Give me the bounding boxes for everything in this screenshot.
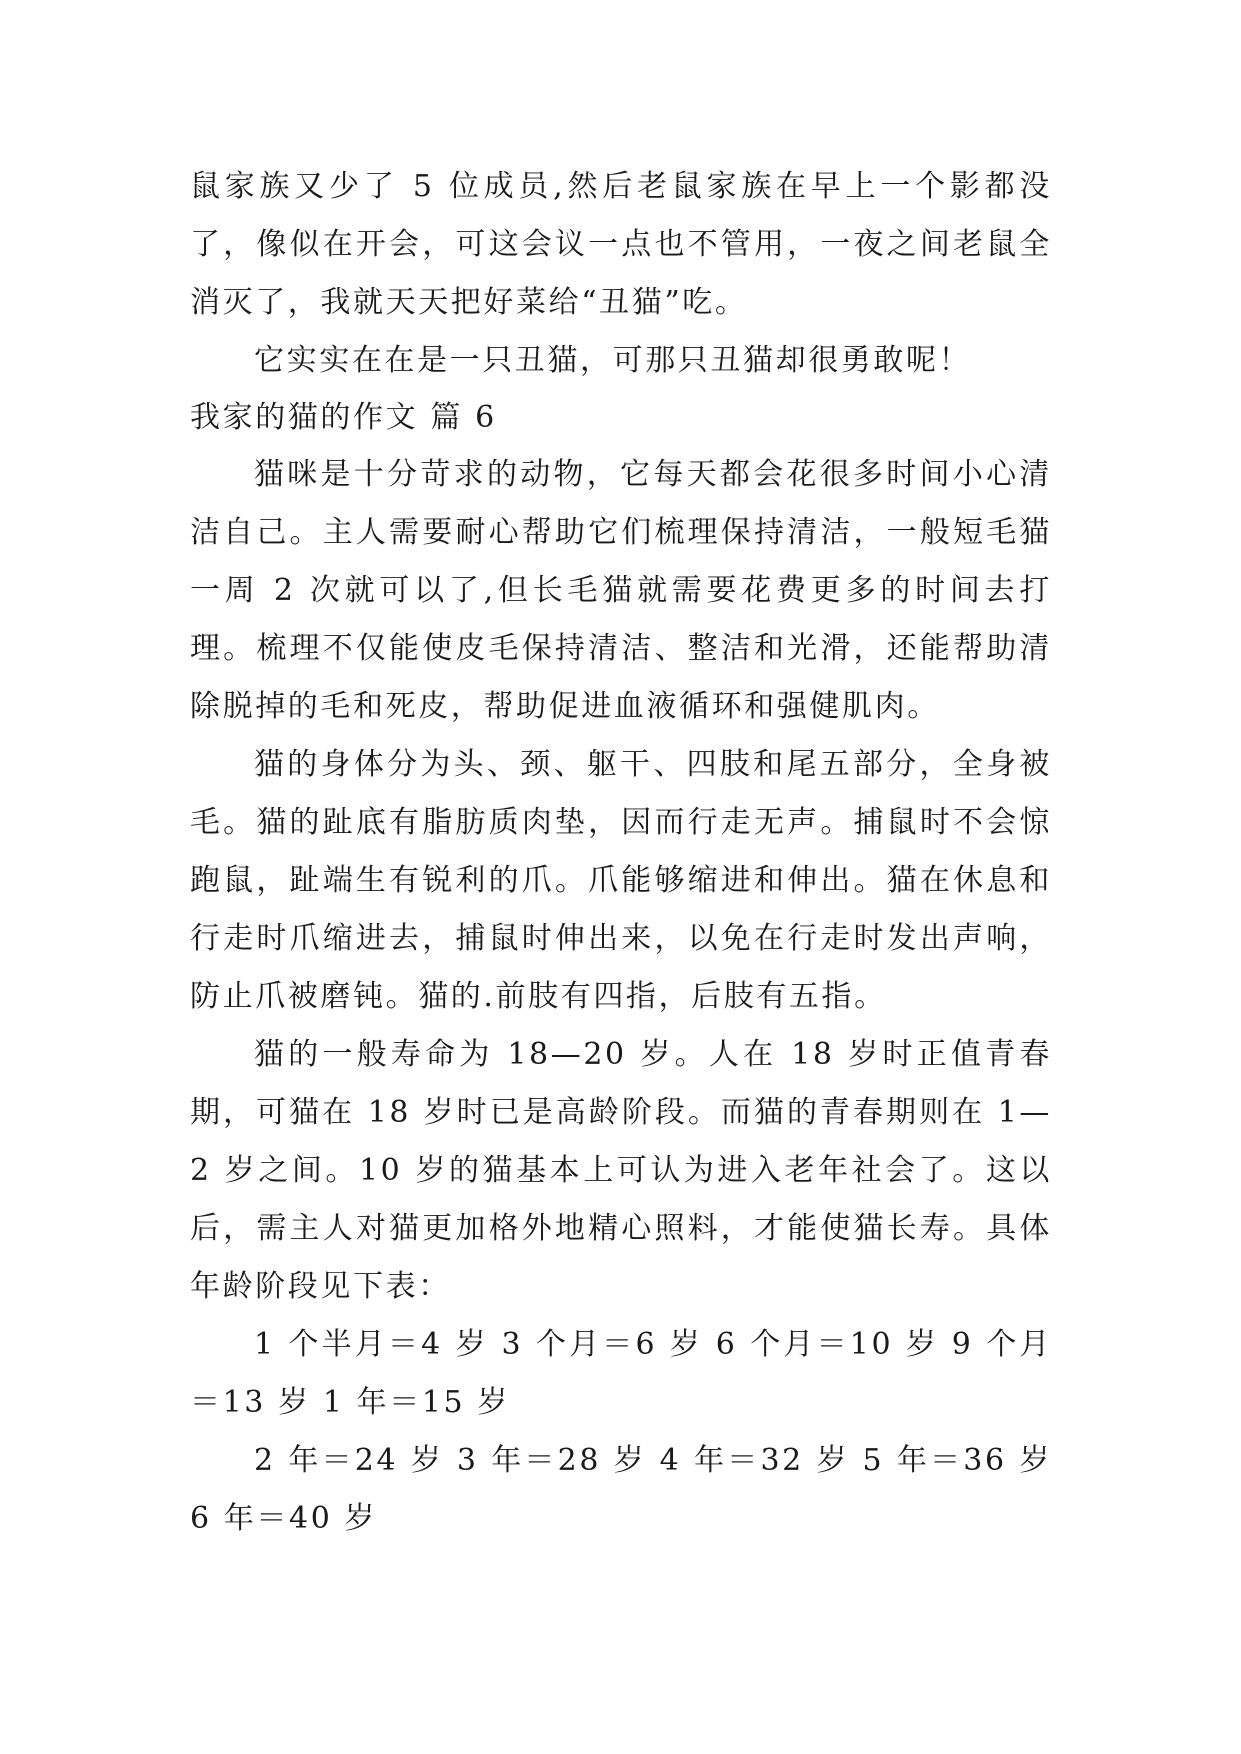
section-heading: 我家的猫的作文 篇 6 [190, 400, 497, 435]
paragraph-ugly-cat-brave: 它实实在在是一只丑猫，可那只丑猫却很勇敢呢！ [254, 343, 972, 378]
paragraph-continuation: 鼠家族又少了 5 位成员,然后老鼠家族在早上一个影都没了，像似在开会，可这会议一点也不管用，一夜之间老鼠全消灭了，我就天天把好菜给“丑猫”吃。 [190, 169, 1052, 320]
paragraph-age-table-1: 1 个半月＝4 岁 3 个月＝6 岁 6 个月＝10 岁 9 个月＝13 岁 1 年＝15 岁 [190, 1327, 1052, 1420]
paragraph-lifespan: 猫的一般寿命为 18—20 岁。人在 18 岁时正值青春期，可猫在 18 岁时已是高龄阶段。而猫的青春期则在 1—2 岁之间。10 岁的猫基本上可认为进入老年社会了。这以后，需主人对猫更加格外地精心照料，才能使猫长寿。具体年龄阶段见下表： [190, 1037, 1052, 1304]
paragraph-age-table-2: 2 年＝24 岁 3 年＝28 岁 4 年＝32 岁 5 年＝36 岁 6 年＝40 岁 [190, 1443, 1052, 1536]
paragraph-body-structure: 猫的身体分为头、颈、躯干、四肢和尾五部分，全身被毛。猫的趾底有脂肪质肉垫，因而行走无声。捕鼠时不会惊跑鼠，趾端生有锐利的爪。爪能够缩进和伸出。猫在休息和行走时爪缩进去，捕鼠时伸出来，以免在行走时发出声响，防止爪被磨钝。猫的.前肢有四指，后肢有五指。 [190, 747, 1052, 1014]
paragraph-grooming: 猫咪是十分苛求的动物，它每天都会花很多时间小心清洁自己。主人需要耐心帮助它们梳理保持清洁，一般短毛猫一周 2 次就可以了,但长毛猫就需要花费更多的时间去打理。梳理不仅能使皮毛保持清洁、整洁和光滑，还能帮助清除脱掉的毛和死皮，帮助促进血液循环和强健肌肉。 [190, 457, 1052, 724]
document-body [190, 158, 1052, 1548]
